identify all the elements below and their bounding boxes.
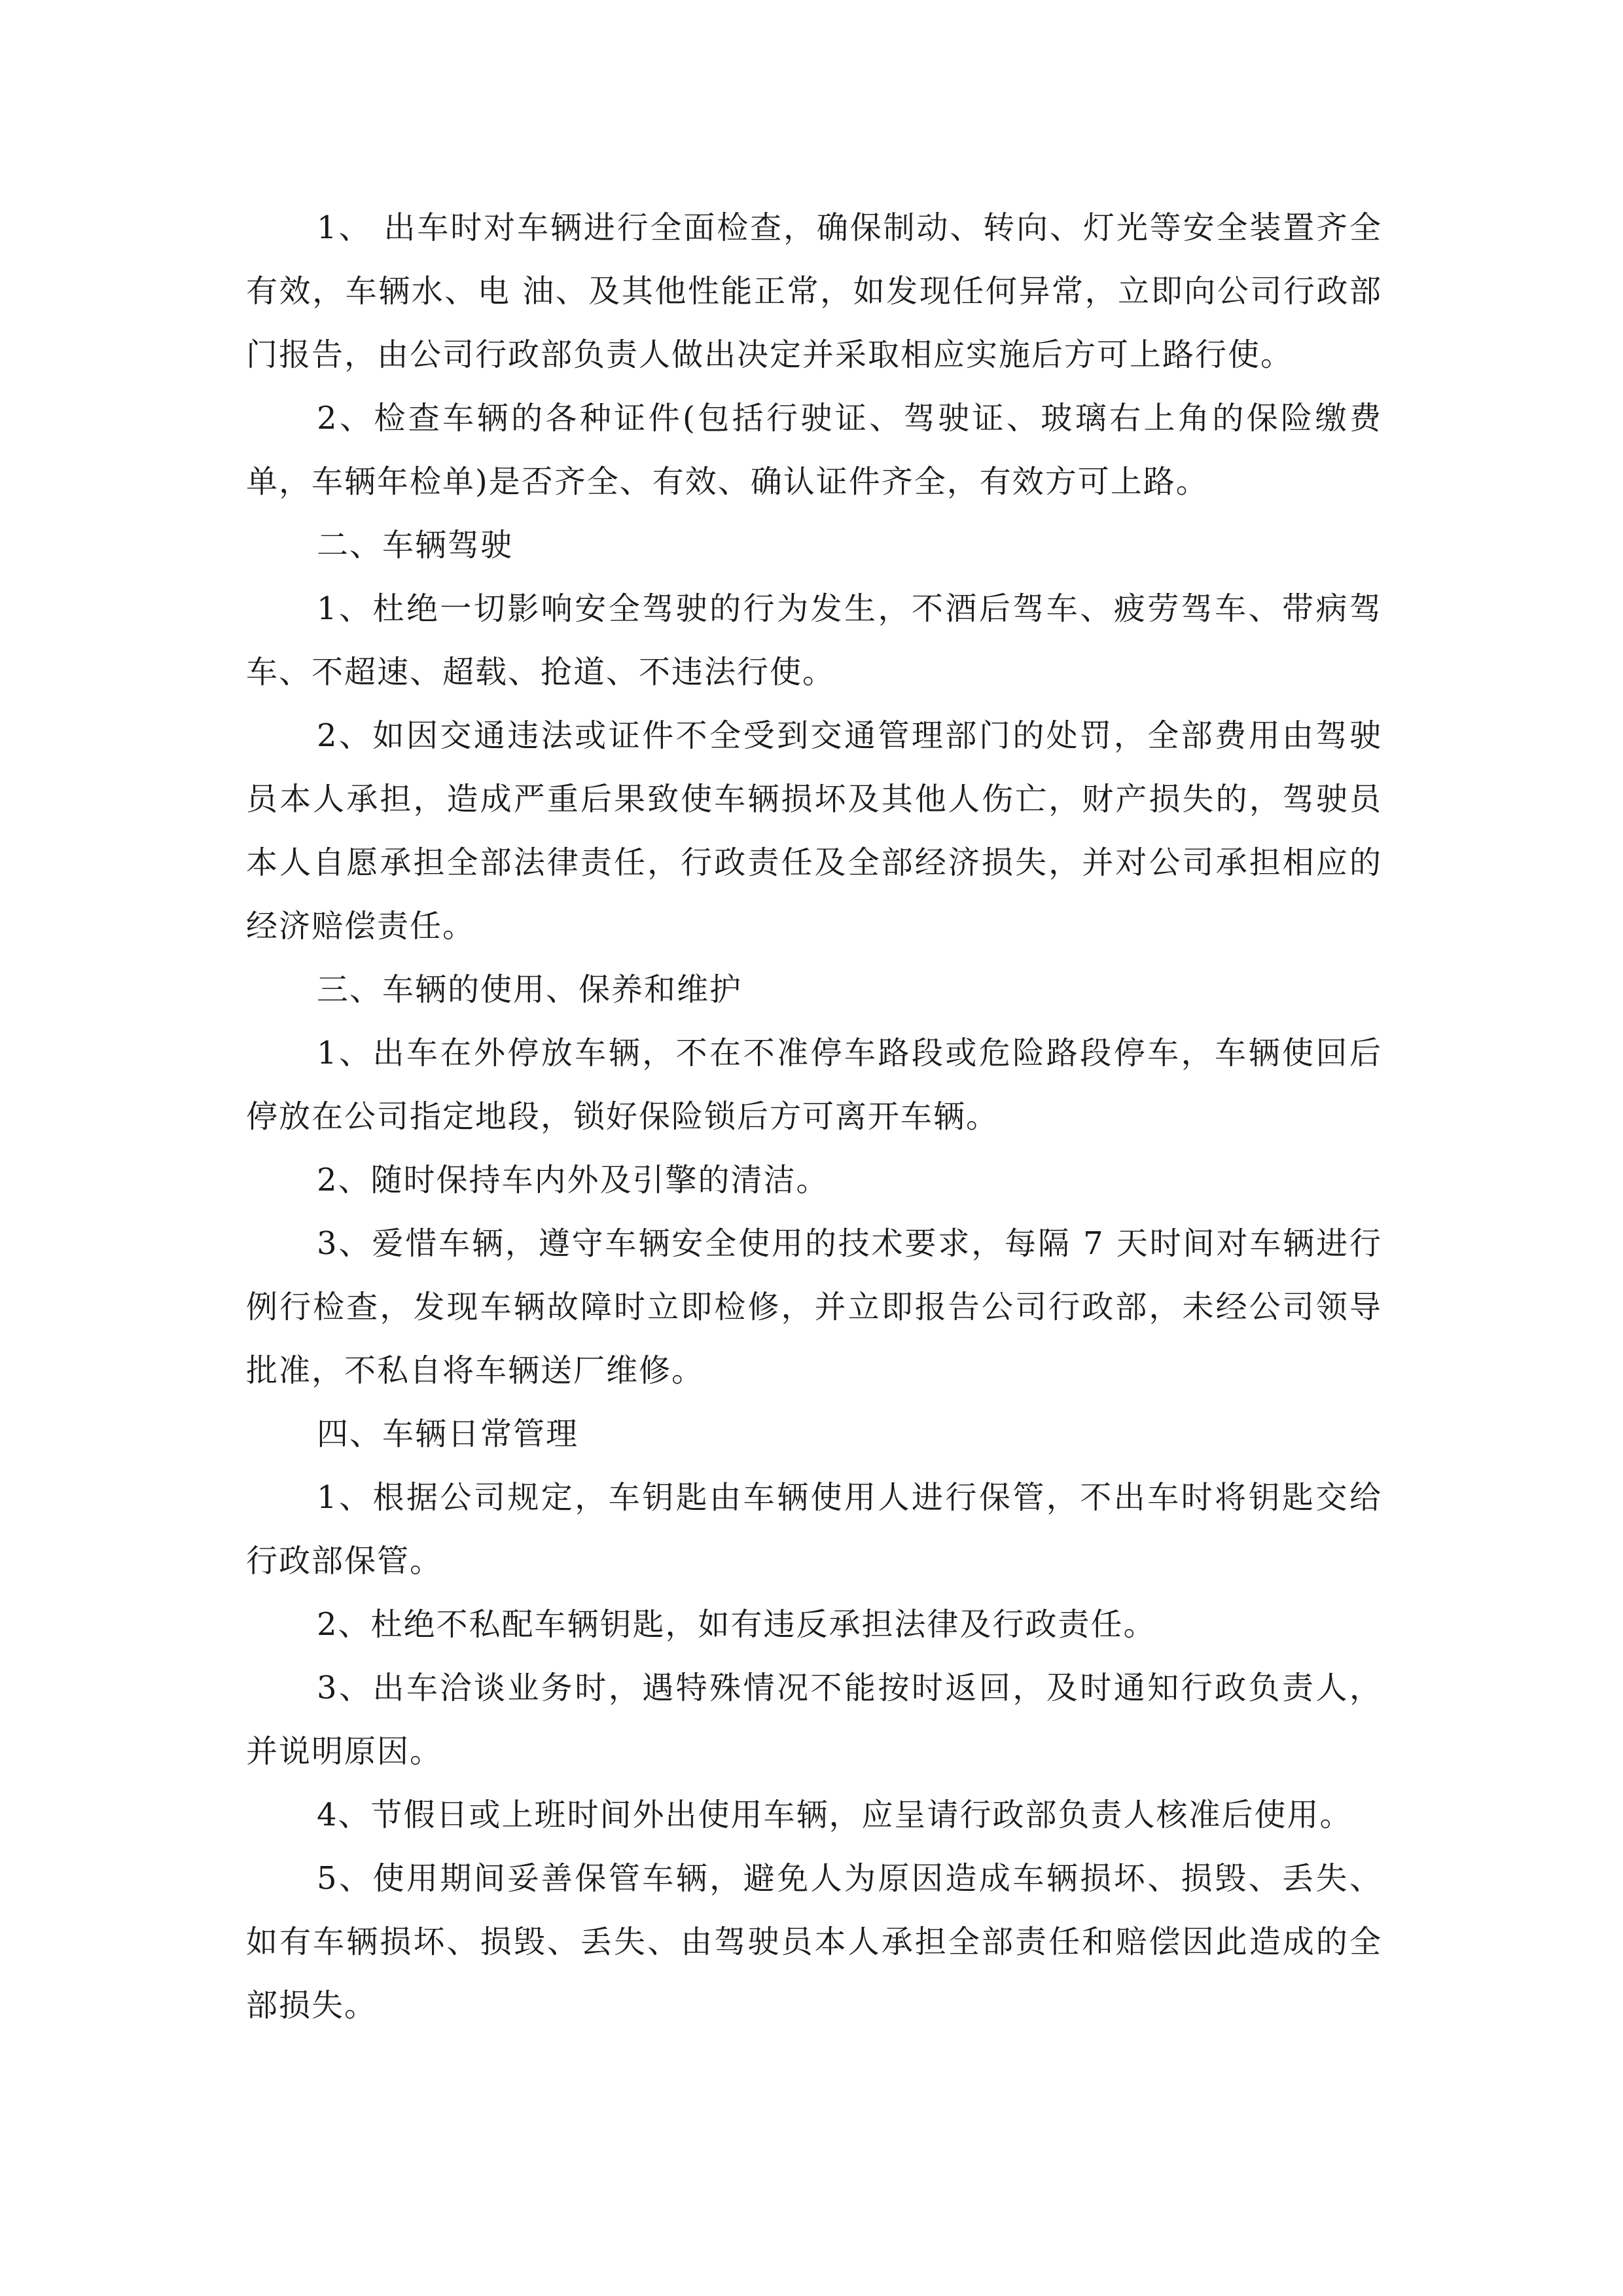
paragraph-cleaning: 2、随时保持车内外及引擎的清洁。	[317, 1162, 829, 1198]
paragraph-keys: 1、根据公司规定，车钥匙由车辆使用人进行保管，不出车时将钥匙交给行政部保管。	[246, 1479, 1382, 1579]
paragraph-penalties: 2、如因交通违法或证件不全受到交通管理部门的处罚，全部费用由驾驶员本人承担，造成严重后果致使车辆损坏及其他人伤亡，财产损失的，驾驶员本人自愿承担全部法律责任，行政责任及全部经济损失，并对公司承担相应的经济赔偿责任。	[246, 717, 1382, 944]
section-heading-daily-management: 四、车辆日常管理	[317, 1416, 579, 1452]
paragraph-routine-check: 3、爱惜车辆，遵守车辆安全使用的技术要求，每隔 7 天时间对车辆进行例行检查，发现车辆故障时立即检修，并立即报告公司行政部，未经公司领导批准，不私自将车辆送厂维修。	[246, 1225, 1382, 1389]
paragraph-holiday-use: 4、节假日或上班时间外出使用车辆，应呈请行政部负责人核准后使用。	[317, 1797, 1353, 1833]
paragraph-safe-driving: 1、杜绝一切影响安全驾驶的行为发生，不酒后驾车、疲劳驾车、带病驾车、不超速、超载、抢道、不违法行使。	[246, 590, 1382, 691]
paragraph-delays: 3、出车洽谈业务时，遇特殊情况不能按时返回，及时通知行政负责人，并说明原因。	[246, 1670, 1382, 1770]
paragraph-custody: 5、使用期间妥善保管车辆，避免人为原因造成车辆损坏、损毁、丢失、如有车辆损坏、损毁、丢失、由驾驶员本人承担全部责任和赔偿因此造成的全部损失。	[246, 1860, 1382, 2024]
paragraph-parking: 1、出车在外停放车辆，不在不准停车路段或危险路段停车，车辆使回后停放在公司指定地段，锁好保险锁后方可离开车辆。	[246, 1035, 1382, 1135]
section-heading-driving: 二、车辆驾驶	[317, 527, 514, 564]
paragraph-no-duplicate-keys: 2、杜绝不私配车辆钥匙，如有违反承担法律及行政责任。	[317, 1606, 1156, 1643]
section-heading-maintenance: 三、车辆的使用、保养和维护	[317, 971, 743, 1008]
paragraph-certificates: 2、检查车辆的各种证件(包括行驶证、驾驶证、玻璃右上角的保险缴费单，车辆年检单)是否齐全、有效、确认证件齐全，有效方可上路。	[246, 400, 1382, 500]
paragraph-inspection: 1、 出车时对车辆进行全面检查，确保制动、转向、灯光等安全装置齐全有效，车辆水、电 油、及其他性能正常，如发现任何异常，立即向公司行政部门报告，由公司行政部负责人做出决定并采取相应实施后方可上路行使。	[246, 209, 1382, 373]
document-body	[246, 196, 1382, 2037]
